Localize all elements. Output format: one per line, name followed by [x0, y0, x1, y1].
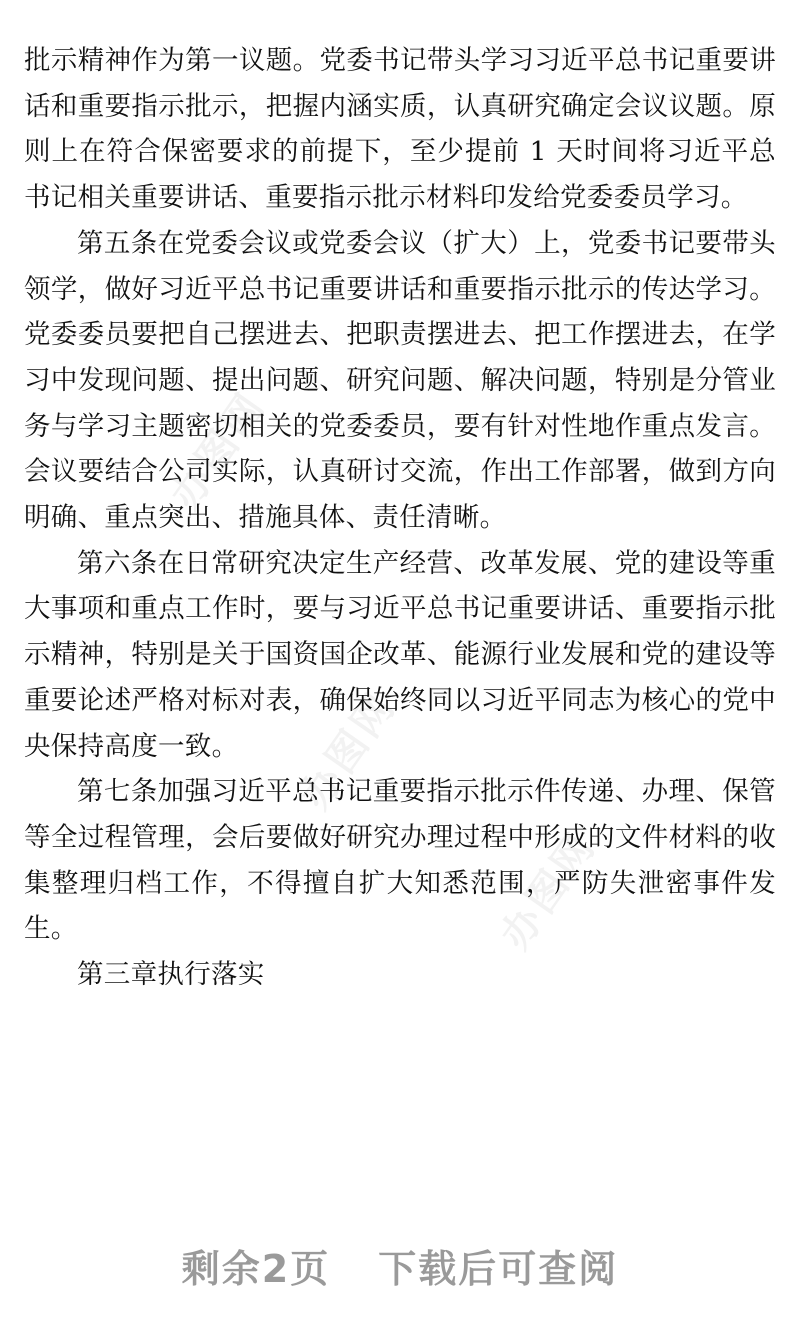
- paragraph-article-5: 第五条在党委会议或党委会议（扩大）上，党委书记要带头领学，做好习近平总书记重要讲话和重要指示批示的传达学习。党委委员要把自己摆进去、把职责摆进去、把工作摆进去，在学习中发现问题、提出问题、研究问题、解决问题，特别是分管业务与学习主题密切相关的党委委员，要有针对性地作重点发言。会议要结合公司实际，认真研讨交流，作出工作部署，做到方向明确、重点突出、措施具体、责任清晰。: [24, 227, 776, 534]
- download-hint-label[interactable]: 下载后可查阅: [378, 1247, 619, 1291]
- watermark: 办图网: [292, 683, 406, 818]
- watermark: 办图网: [492, 823, 606, 958]
- watermark: 办图网: [162, 383, 276, 518]
- document-body: [24, 38, 776, 998]
- remaining-pages-label[interactable]: 剩余2页: [181, 1247, 331, 1291]
- paragraph-article-7: 第七条加强习近平总书记重要指示批示件传递、办理、保管等全过程管理，会后要做好研究办理过程中形成的文件材料的收集整理归档工作，不得擅自扩大知悉范围，严防失泄密事件发生。: [24, 776, 776, 945]
- paragraph-article-6: 第六条在日常研究决定生产经营、改革发展、党的建设等重大事项和重点工作时，要与习近平总书记重要讲话、重要指示批示精神，特别是关于国资国企改革、能源行业发展和党的建设等重要论述严格对标对表，确保始终同以习近平同志为核心的党中央保持高度一致。: [24, 547, 776, 762]
- paragraph: 批示精神作为第一议题。党委书记带头学习习近平总书记重要讲话和重要指示批示，把握内涵实质，认真研究确定会议议题。原则上在符合保密要求的前提下，至少提前 1 天时间将习近平总书记相关重要讲话、重要指示批示材料印发给党委委员学习。: [24, 45, 776, 214]
- download-banner[interactable]: [0, 1238, 800, 1293]
- chapter-heading: 第三章执行落实: [77, 959, 265, 991]
